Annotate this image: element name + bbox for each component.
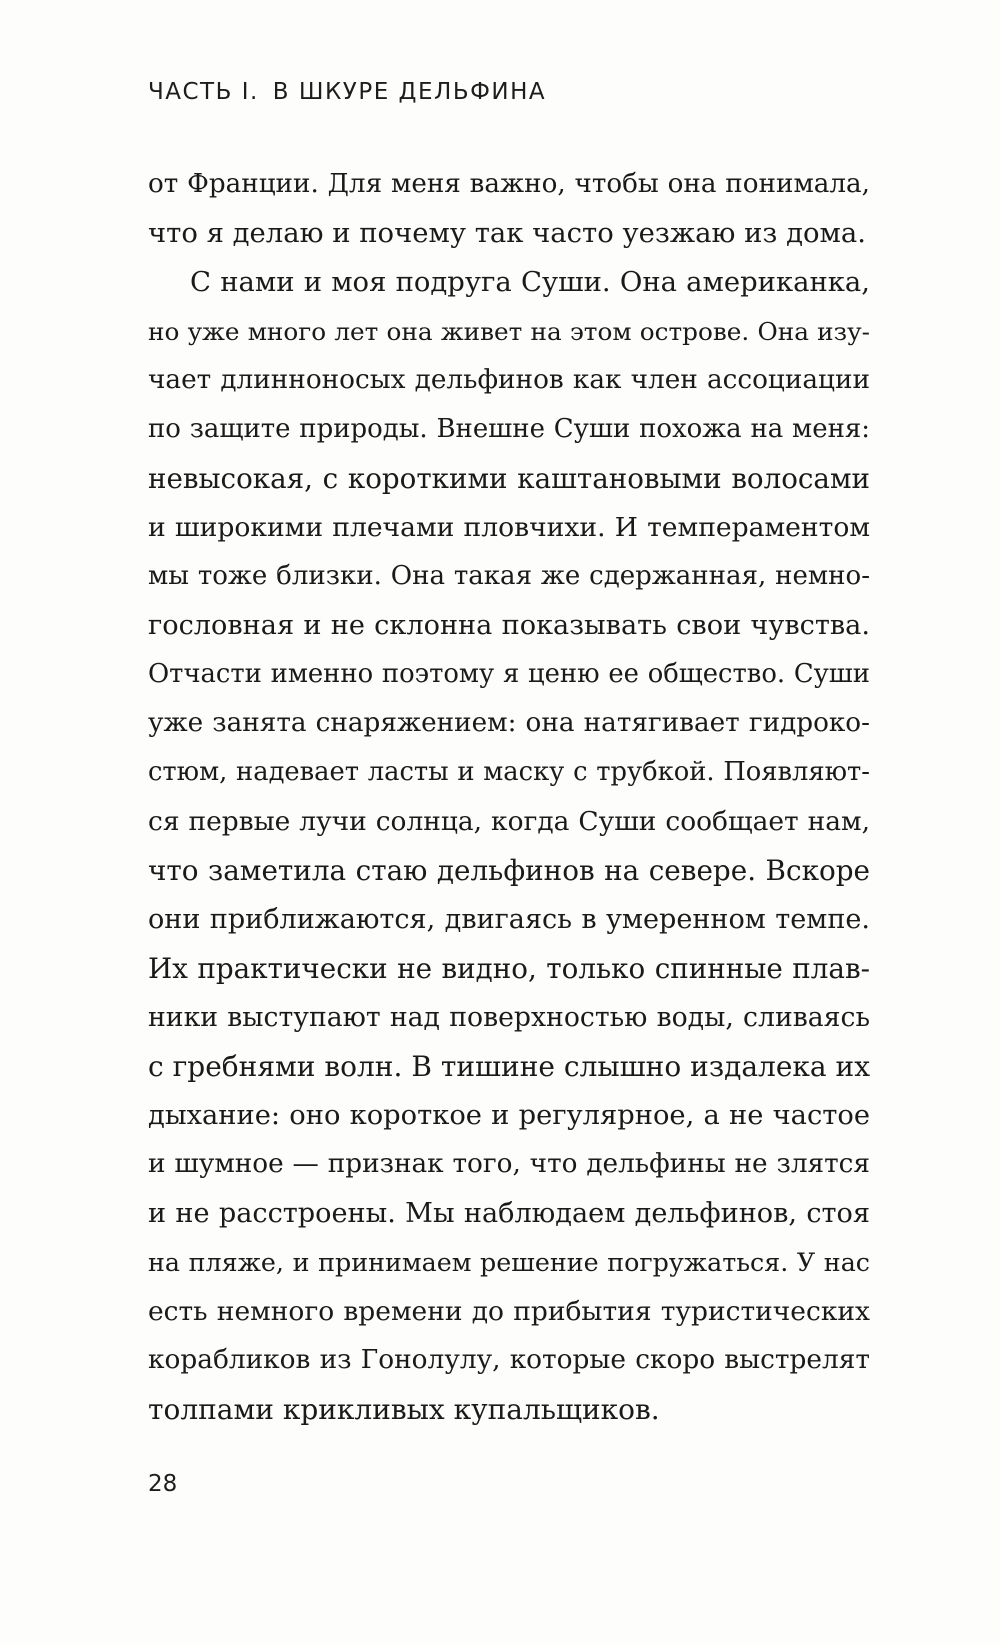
text-line: что я делаю и почему так часто уезжаю из дома. [148,218,866,249]
text-line: что заметила стаю дельфинов на севере. Вскоре [148,854,870,887]
text-line: гословная и не склонна показывать свои чувства. [148,610,870,641]
text-line: они приближаются, двигаясь в умеренном темпе. [148,904,870,935]
running-header [148,79,546,105]
text-line: с гребнями волн. В тишине слышно издалека их [148,1050,870,1083]
text-line: на пляже, и принимаем решение погружаться. У нас [148,1247,870,1277]
text-line: чает длинноносых дельфинов как член ассоциации [148,365,870,395]
text-line: и шумное — признак того, что дельфины не злятся [148,1149,870,1179]
text-line: есть немного времени до прибытия туристических [148,1296,870,1327]
text-line: и не расстроены. Мы наблюдаем дельфинов, стоя [148,1198,870,1229]
text-line: С нами и моя подруга Суши. Она американка, [190,267,870,298]
text-line: дыхание: оно короткое и регулярное, а не частое [148,1100,870,1131]
text-line: корабликов из Гонолулу, которые скоро выстрелят [148,1345,870,1375]
text-line: но уже много лет она живет на этом острове. Она изу- [148,317,870,346]
text-line: от Франции. Для меня важно, чтобы она понимала, [148,169,870,199]
body-text [148,160,870,1434]
text-line: уже занята снаряжением: она натягивает гидроко- [148,708,870,738]
text-line: Отчасти именно поэтому я ценю ее общество. Суши [148,659,870,689]
text-line: мы тоже близки. Она такая же сдержанная, немно- [148,561,870,591]
text-line: ники выступают над поверхностью воды, сливаясь [148,1002,870,1033]
text-line: и широкими плечами пловчихи. И темпераментом [148,512,870,543]
text-line: ся первые лучи солнца, когда Суши сообщает нам, [148,806,870,837]
chapter-title: В ШКУРЕ ДЕЛЬФИНА [272,79,547,105]
text-line: невысокая, с короткими каштановыми волосами [148,462,870,495]
text-line: Их практически не видно, только спинные плав- [148,952,870,985]
text-line: толпами крикливых купальщиков. [148,1393,660,1426]
page-number: 28 [148,1471,178,1497]
part-label: ЧАСТЬ I. [148,79,259,105]
text-line: стюм, надевает ласты и маску с трубкой. Появляют- [148,757,870,787]
text-line: по защите природы. Внешне Суши похожа на меня: [148,414,870,444]
